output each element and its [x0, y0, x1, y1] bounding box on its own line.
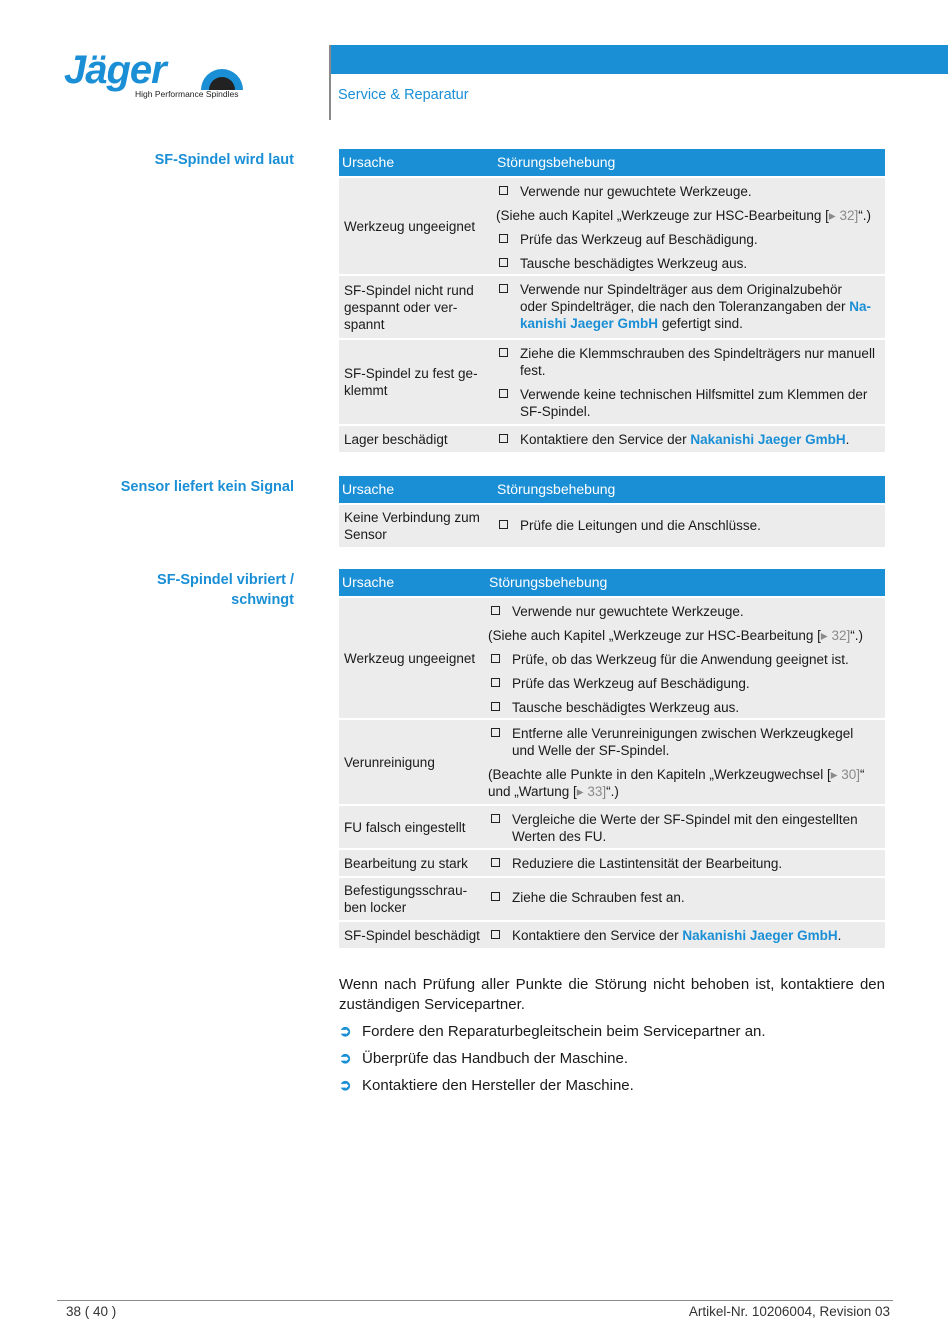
- table-header: [339, 149, 885, 176]
- section-title: Service & Reparatur: [338, 87, 469, 103]
- checkbox-icon: [491, 892, 500, 901]
- cause-cell: SF-Spindel zu fest ge- klemmt: [344, 366, 478, 398]
- fix-cell: Vergleiche die Werte der SF-Spindel mit den eingestellten Werten des FU.: [488, 806, 885, 853]
- table-spindle-vibrates: [339, 569, 885, 948]
- cause-cell: Keine Verbindung zum Sensor: [344, 510, 480, 542]
- list-item: ➲ Kontaktiere den Hersteller der Maschine.: [339, 1077, 634, 1094]
- arrow-icon: ➲: [339, 1050, 352, 1067]
- list-item: ➲ Überprüfe das Handbuch der Maschine.: [339, 1050, 628, 1067]
- fix-cell: Verwende nur gewuchtete Werkzeuge. (Siehe auch Kapitel „Werkzeuge zur HSC-Bearbeitung [▸ 32]“.) Prüfe das Werkzeug auf Beschädigung. Tausche beschädigtes Werkzeug aus.: [496, 184, 871, 271]
- checkbox-icon: [491, 930, 500, 939]
- checkbox-icon: [499, 186, 508, 195]
- cause-cell: Werkzeug ungeeignet: [344, 218, 476, 234]
- company-link: kanishi Jaeger GmbH: [520, 316, 659, 331]
- fix-cell: Verwende nur Spindelträger aus dem Originalzubehör oder Spindelträger, die nach den Toleranzangaben der Na- kanishi Jaeger GmbH gefertigt sind.: [496, 276, 885, 340]
- page-reference: ▸ 30]: [830, 767, 860, 782]
- footer-divider: [57, 1300, 893, 1301]
- fix-cell: Ziehe die Klemmschrauben des Spindelträgers nur manuell fest. Verwende keine technischen Hilfsmittel zum Klemmen der SF-Spindel.: [496, 340, 885, 428]
- logo-wordmark: Jäger: [64, 48, 166, 92]
- checkbox-icon: [491, 728, 500, 737]
- article-number: Artikel-Nr. 10206004, Revision 03: [688, 1304, 890, 1319]
- checkbox-icon: [491, 702, 500, 711]
- page-number: 38 ( 40 ): [66, 1304, 117, 1319]
- table-row: [339, 505, 885, 547]
- table-row: [339, 276, 885, 338]
- logo-dome-icon: [199, 64, 245, 90]
- cause-cell: Werkzeug ungeeignet: [344, 650, 476, 666]
- checkbox-icon: [491, 814, 500, 823]
- checkbox-icon: [499, 234, 508, 243]
- closing-paragraph: Wenn nach Prüfung aller Punkte die Störung nicht behoben ist, kontaktiere den zuständigen Servicepartner.: [339, 976, 885, 1013]
- checkbox-icon: [499, 434, 508, 443]
- fix-cell: Ziehe die Schrauben fest an.: [488, 878, 885, 914]
- arrow-icon: ➲: [339, 1077, 352, 1094]
- fix-cell: Kontaktiere den Service der Nakanishi Jaeger GmbH.: [496, 426, 885, 456]
- fix-cell: Kontaktiere den Service der Nakanishi Jaeger GmbH.: [488, 922, 885, 952]
- fix-cell: Reduziere die Lastintensität der Bearbeitung.: [488, 850, 885, 880]
- page-reference: ▸ 33]: [576, 784, 607, 799]
- logo-tagline: High Performance Spindles: [135, 89, 239, 99]
- col-fix: Störungsbehebung: [489, 574, 608, 590]
- checkbox-icon: [491, 678, 500, 687]
- checkbox-icon: [499, 389, 508, 398]
- col-fix: Störungsbehebung: [497, 481, 616, 497]
- header-bar: [331, 45, 948, 74]
- col-cause: Ursache: [342, 481, 395, 497]
- col-fix: Störungsbehebung: [497, 154, 616, 170]
- table-row: [339, 340, 885, 424]
- checkbox-icon: [491, 654, 500, 663]
- heading-sensor-no-signal: Sensor liefert kein Signal: [120, 479, 294, 495]
- table-row: [339, 178, 885, 274]
- table-row: [339, 426, 885, 452]
- checkbox-icon: [491, 606, 500, 615]
- fix-cell: Entferne alle Verunreinigungen zwischen Werkzeugkegel und Welle der SF-Spindel. (Beachte alle Punkte in den Kapiteln „Werkzeugwechsel [▸ 30]“ und „Wartung [▸ 33]“.): [488, 726, 865, 799]
- cause-cell: FU falsch eingestellt: [344, 819, 466, 835]
- table-row: [339, 806, 885, 848]
- checkbox-icon: [499, 348, 508, 357]
- heading-spindle-vibrates: SF-Spindel vibriert / schwingt: [157, 572, 294, 608]
- col-cause: Ursache: [342, 574, 395, 590]
- checkbox-icon: [499, 284, 508, 293]
- company-logo: [64, 48, 254, 102]
- table-sensor: [339, 476, 885, 547]
- company-link: Nakanishi Jaeger GmbH: [682, 928, 838, 943]
- table-header: [339, 569, 885, 596]
- table-row: [339, 922, 885, 948]
- table-row: [339, 720, 885, 804]
- cause-cell: Befestigungsschrau- ben locker: [344, 883, 468, 915]
- page-reference: ▸ 32]: [820, 628, 851, 643]
- cause-cell: Verunreinigung: [344, 754, 435, 770]
- cause-cell: SF-Spindel beschädigt: [344, 927, 480, 943]
- table-header: [339, 476, 885, 503]
- heading-spindle-loud: SF-Spindel wird laut: [154, 152, 294, 168]
- list-item: ➲ Fordere den Reparaturbegleitschein beim Servicepartner an.: [339, 1023, 766, 1040]
- table-row: [339, 850, 885, 876]
- checkbox-icon: [499, 258, 508, 267]
- table-spindle-loud: [339, 149, 885, 452]
- table-row: [339, 598, 885, 718]
- fix-cell: Prüfe die Leitungen und die Anschlüsse.: [496, 505, 885, 542]
- fix-cell: Verwende nur gewuchtete Werkzeuge. (Siehe auch Kapitel „Werkzeuge zur HSC-Bearbeitung [▸ 32]“.) Prüfe, ob das Werkzeug für die Anwendung geeignet ist. Prüfe das Werkzeug auf Beschädigung. Tausche beschädigtes Werkzeug aus.: [488, 604, 863, 715]
- cause-cell: Bearbeitung zu stark: [344, 855, 468, 871]
- checkbox-icon: [491, 858, 500, 867]
- table-row: [339, 878, 885, 920]
- arrow-icon: ➲: [339, 1023, 352, 1040]
- page-reference: ▸ 32]: [828, 208, 859, 223]
- company-link: Na-: [849, 299, 872, 314]
- company-link: Nakanishi Jaeger GmbH: [690, 432, 846, 447]
- cause-cell: SF-Spindel nicht rund gespannt oder ver- spannt: [344, 282, 474, 332]
- cause-cell: Lager beschädigt: [344, 431, 448, 447]
- checkbox-icon: [499, 520, 508, 529]
- col-cause: Ursache: [342, 154, 395, 170]
